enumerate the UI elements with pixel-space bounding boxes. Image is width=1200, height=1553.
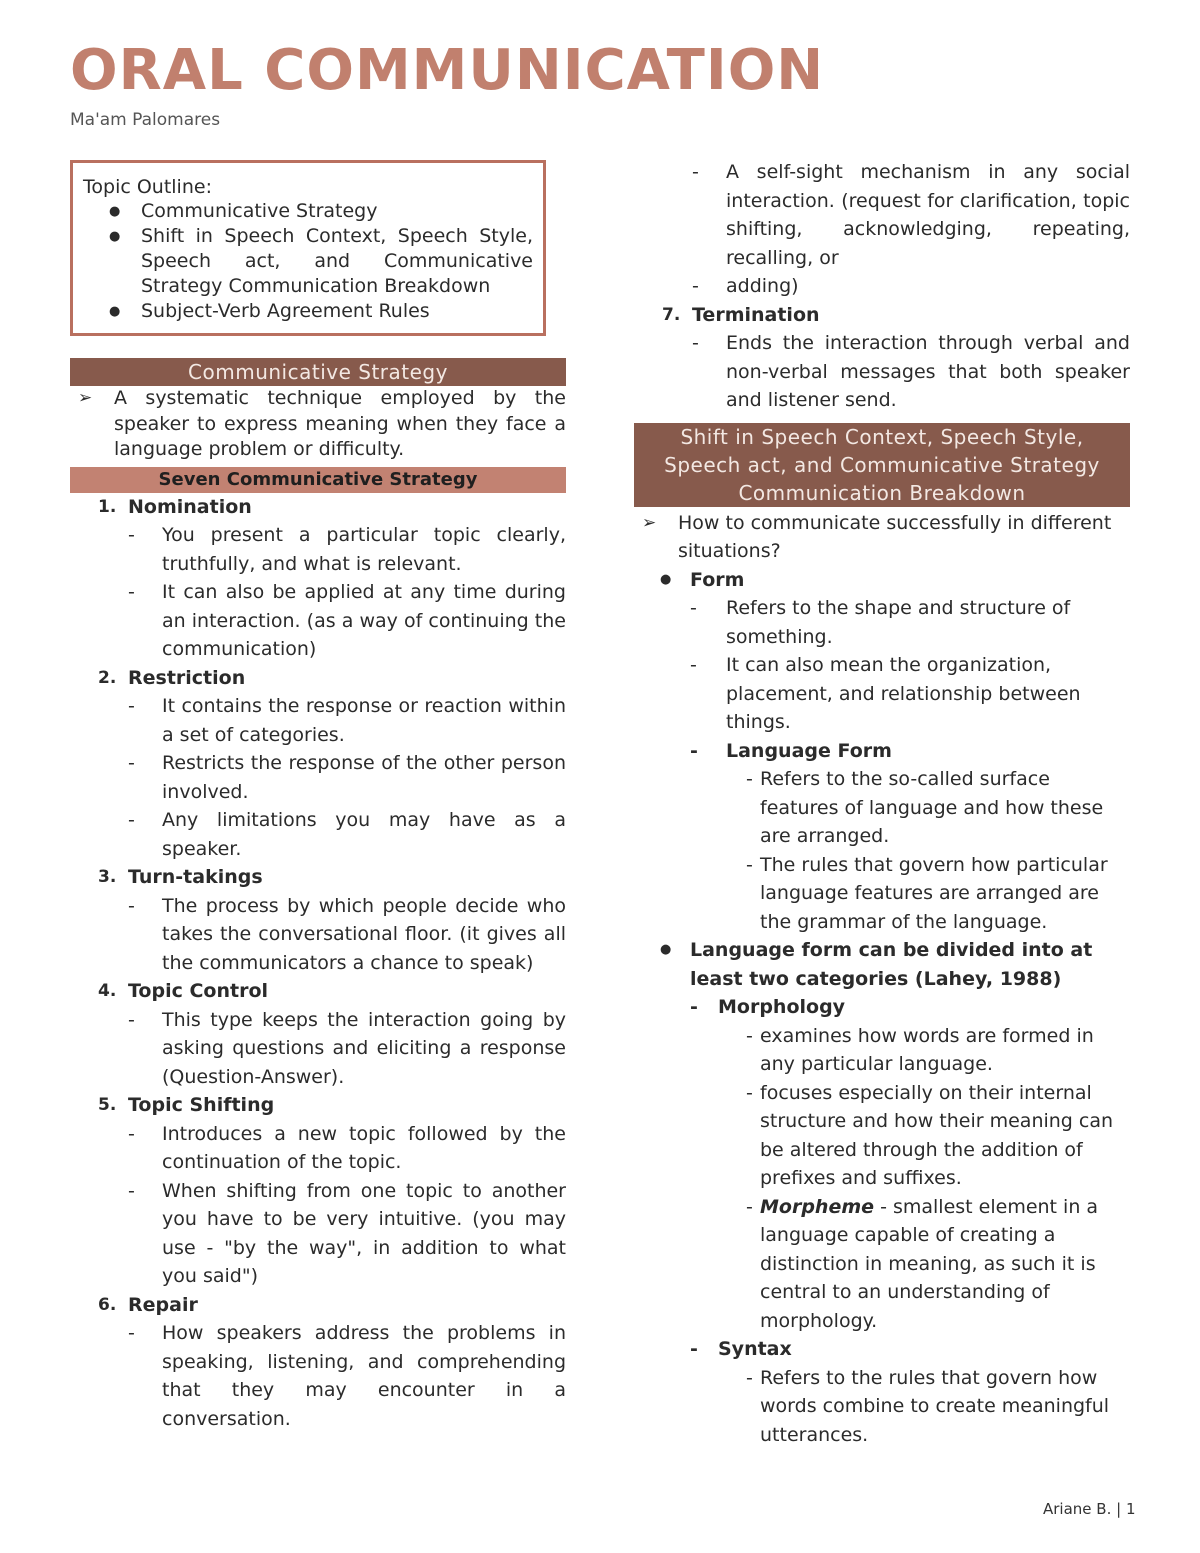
section-question: ➢ How to communicate successfully in different situations? <box>634 509 1130 566</box>
page-subtitle: Ma'am Palomares <box>70 110 221 130</box>
list-item: - adding) <box>692 275 799 297</box>
list-item: - focuses especially on their internal structure and how their meaning can be altered through the addition of prefixes and suffixes. <box>746 1081 1114 1189</box>
outline-item: ● Subject-Verb Agreement Rules <box>83 299 533 324</box>
section-heading: Shift in Speech Context, Speech Style, Speech act, and Communicative Strategy Communication Breakdown <box>634 423 1130 507</box>
list-item: - This type keeps the interaction going by asking questions and eliciting a response (Question-Answer). <box>128 1008 566 1088</box>
list-item: - A self-sight mechanism in any social interaction. (request for clarification, topic shifting, acknowledging, repeating, recalling, or <box>692 161 1130 269</box>
bullet-icon: ● <box>660 942 672 957</box>
list-item: - How speakers address the problems in speaking, listening, and comprehending that they may encounter in a conversation. <box>128 1322 566 1430</box>
language-form-heading: - Language Form <box>690 739 892 762</box>
list-item: - When shifting from one topic to another you have to be very intuitive. (you may use - "by the way", in addition to what you said") <box>128 1179 566 1287</box>
form-heading: ● Form <box>634 566 1130 595</box>
outline-title: Topic Outline: <box>83 176 212 198</box>
topic-outline-box <box>70 160 546 336</box>
list-item: - The process by which people decide who takes the conversational floor. (it gives all the communicators a chance to speak) <box>128 894 566 974</box>
morpheme-term: Morpheme <box>760 1195 875 1218</box>
page-title: ORAL COMMUNICATION <box>70 38 825 103</box>
left-column <box>70 160 566 1433</box>
arrow-bullet-icon: ➢ <box>642 512 657 533</box>
list-item: - It contains the response or reaction within a set of categories. <box>128 695 566 746</box>
strategy-nomination: 1. Nomination <box>98 495 252 518</box>
strategy-topic-control: 4. Topic Control <box>98 980 269 1002</box>
categories-heading: ● Language form can be divided into at least two categories (Lahey, 1988) <box>634 936 1130 993</box>
outline-item: ● Shift in Speech Context, Speech Style, Speech act, and Communicative Strategy Communication Breakdown <box>83 224 533 299</box>
section-heading: Communicative Strategy <box>70 358 566 386</box>
subsection-heading: Seven Communicative Strategy <box>70 467 566 493</box>
outline-list <box>83 199 533 324</box>
definition: ➢ A systematic technique employed by the speaker to express meaning when they face a language problem or difficulty. <box>78 387 566 460</box>
arrow-bullet-icon: ➢ <box>78 388 93 408</box>
morphology-heading: - Morphology <box>690 996 846 1018</box>
list-item: - Introduces a new topic followed by the continuation of the topic. <box>128 1122 566 1173</box>
strategy-repair: 6. Repair <box>98 1293 198 1316</box>
right-column <box>634 158 1130 1449</box>
list-item: - Refers to the shape and structure of something. <box>690 597 1071 648</box>
strategy-turn-takings: 3. Turn-takings <box>98 866 263 888</box>
list-item: - examines how words are formed in any particular language. <box>746 1024 1094 1075</box>
list-item: - Refers to the so-called surface features of language and how these are arranged. <box>746 768 1104 847</box>
bullet-icon: ● <box>660 571 672 587</box>
list-item: - Morpheme - smallest element in a language capable of creating a distinction in meaning, as such it is central to an understanding of morphology. <box>746 1195 1099 1332</box>
strategy-restriction: 2. Restriction <box>98 666 246 689</box>
list-item: - Restricts the response of the other person involved. <box>128 752 566 803</box>
syntax-heading: - Syntax <box>690 1338 792 1360</box>
list-item: - The rules that govern how particular language features are arranged are the grammar of the language. <box>746 853 1108 933</box>
list-item: - It can also mean the organization, placement, and relationship between things. <box>690 654 1081 733</box>
outline-item: ● Communicative Strategy <box>83 199 533 224</box>
list-item: - Ends the interaction through verbal and non-verbal messages that both speaker and listener send. <box>692 332 1130 411</box>
strategy-topic-shifting: 5. Topic Shifting <box>98 1094 275 1116</box>
list-item: - Any limitations you may have as a speaker. <box>128 809 566 860</box>
list-item: - You present a particular topic clearly, truthfully, and what is relevant. <box>128 524 566 575</box>
list-item: - Refers to the rules that govern how words combine to create meaningful utterances. <box>746 1366 1110 1446</box>
page-footer: Ariane B. | 1 <box>1043 1500 1136 1518</box>
list-item: - It can also be applied at any time during an interaction. (as a way of continuing the communication) <box>128 581 566 660</box>
strategy-termination: 7. Termination <box>662 303 820 326</box>
